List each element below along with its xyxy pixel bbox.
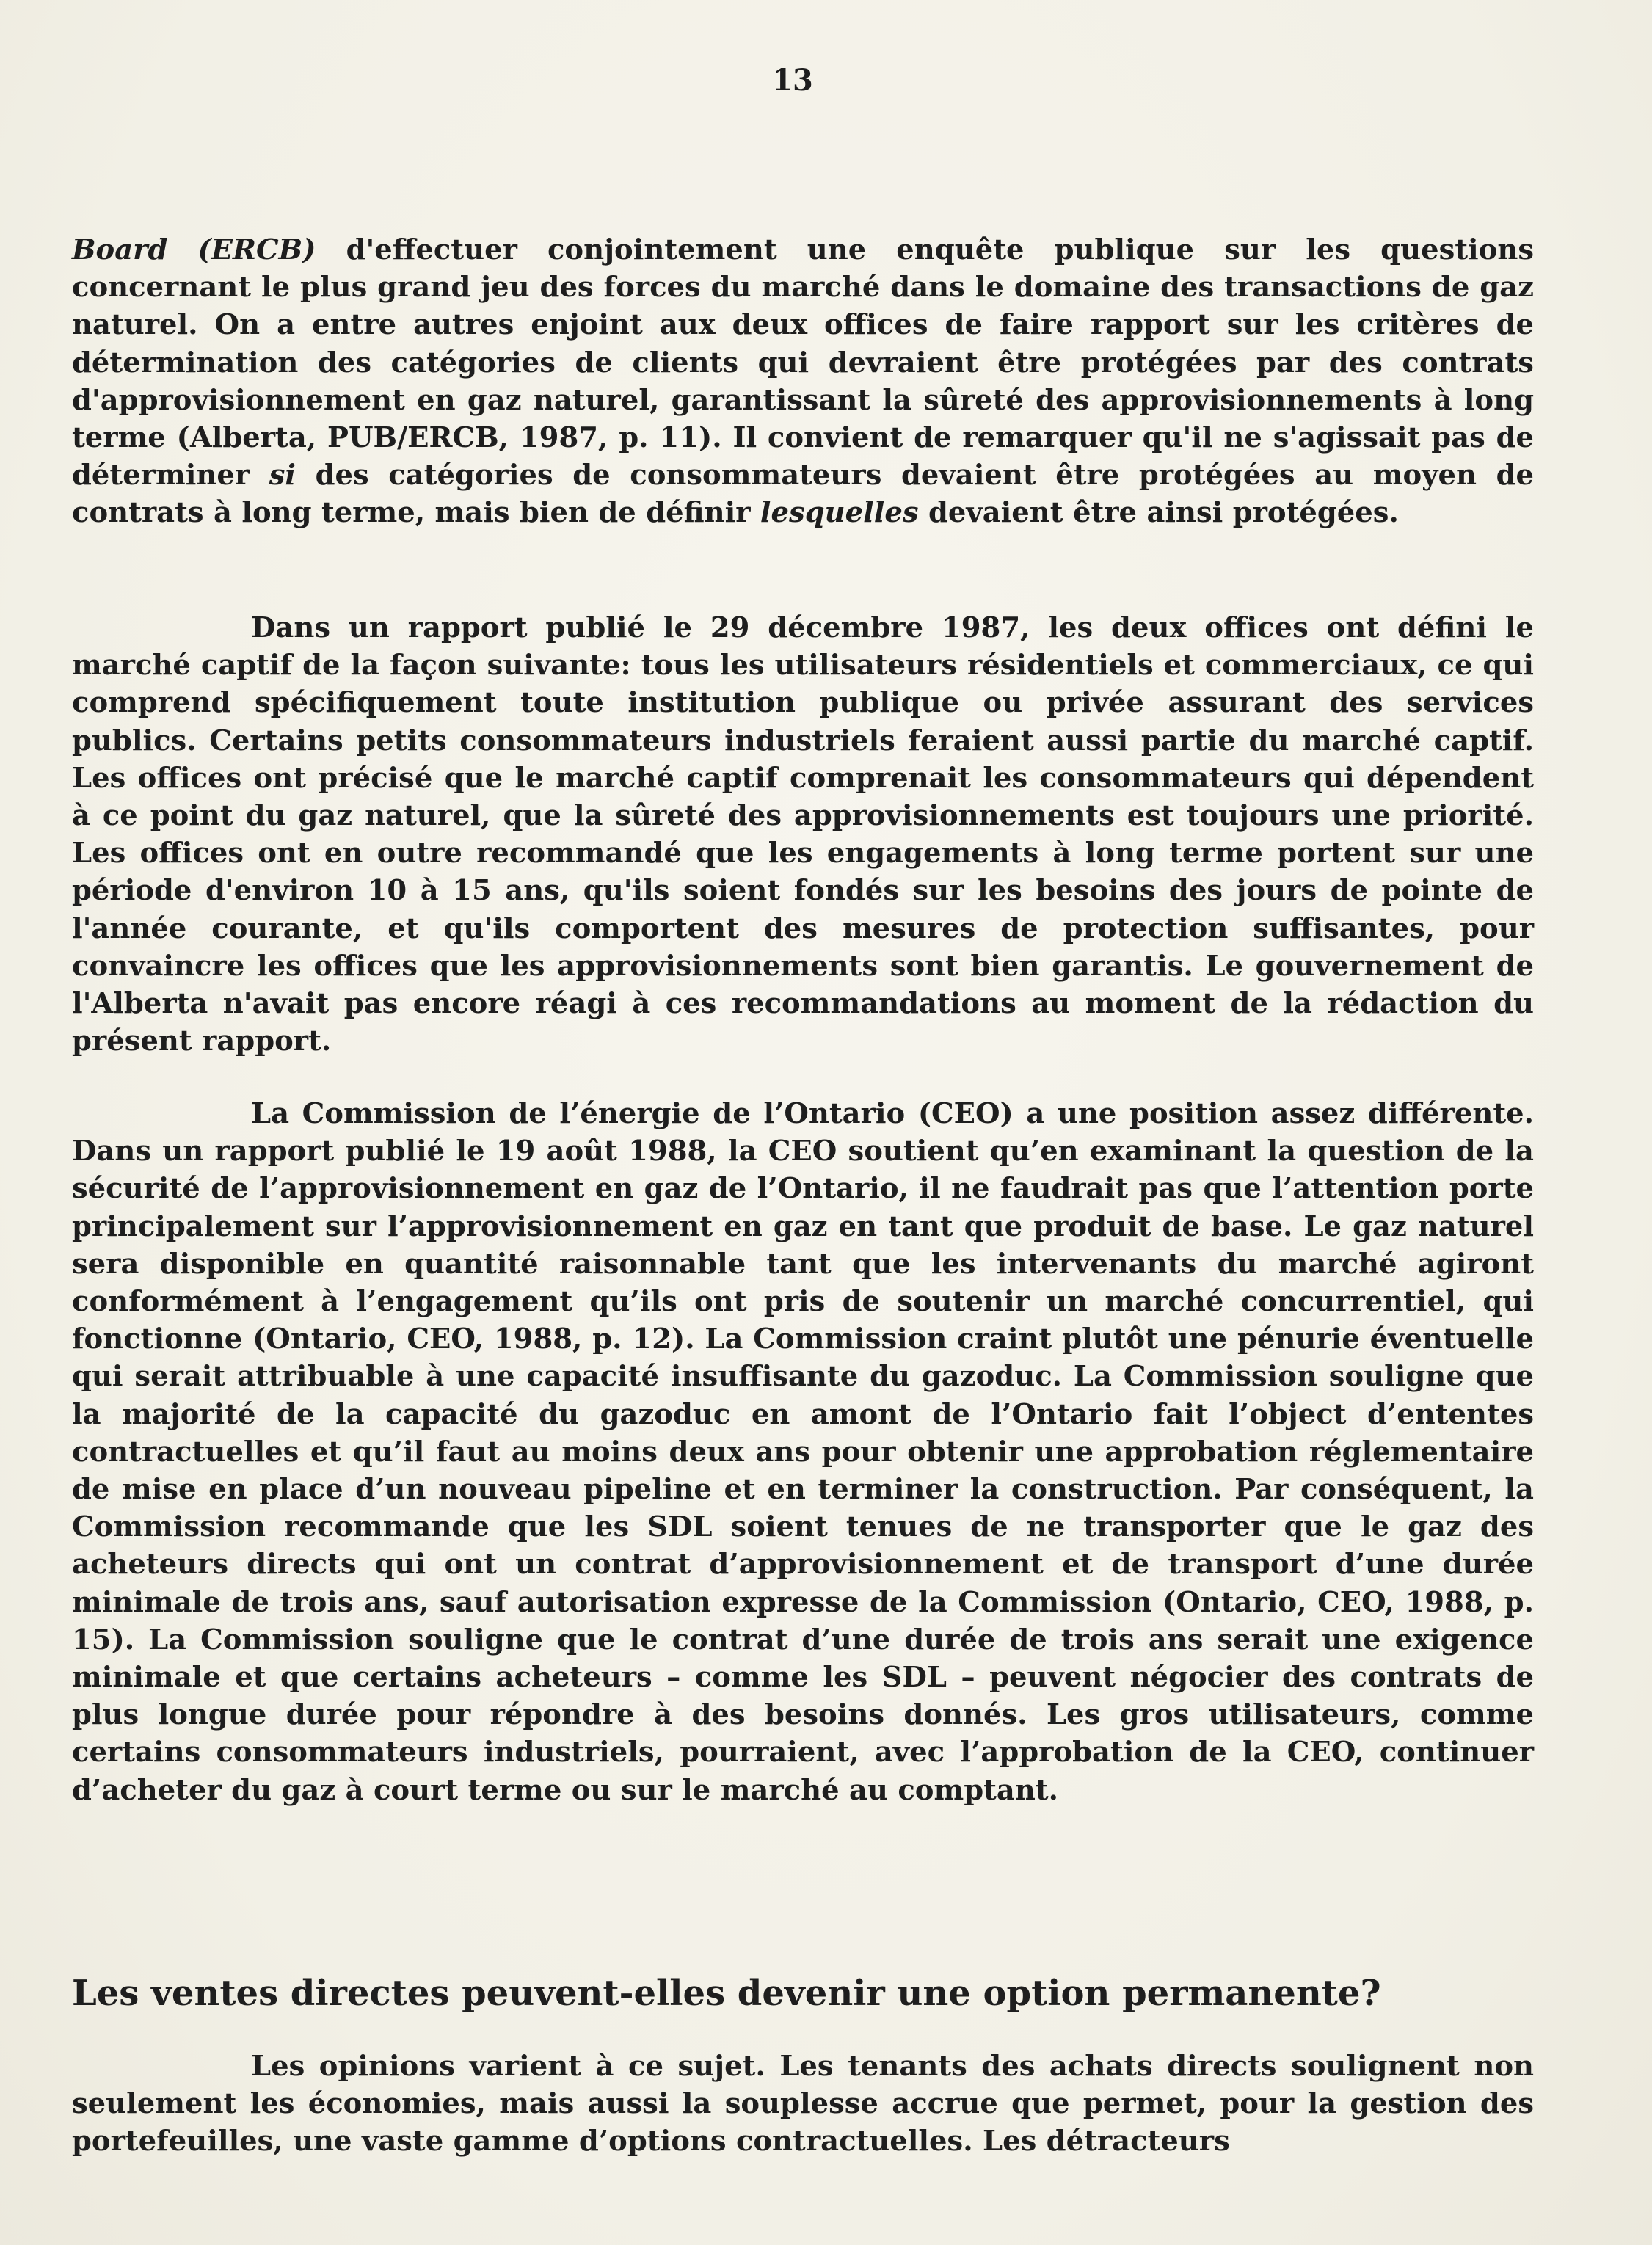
page-number: 13 <box>772 63 813 98</box>
paragraph-1-seg-4: lesquelles <box>760 496 919 530</box>
section-paragraph: Les opinions varient à ce sujet. Les tenants des achats directs soulignent non seulement les économies, mais aussi la souplesse accrue que permet, pour la gestion des portefeuilles, une vaste gamme d’options contractuelles. Les détracteurs <box>72 2050 1534 2158</box>
paragraph-1-seg-0: Board (ERCB) <box>72 233 316 266</box>
paragraph-3: La Commission de l’énergie de l’Ontario (CEO) a une position assez différente. Dans un rapport publié le 19 août 1988, la CEO soutient qu’en examinant la question de la sécurité de l’approvisionnement en gaz de l’Ontario, il ne faudrait pas que l’attention porte principalement sur l’approvisionnement en gaz en tant que produit de base. Le gaz naturel sera disponible en quantité raisonnable tant que les intervenants du marché agiront conformément à l’engagement qu’ils ont pris de soutenir un marché concurrentiel, qui fonctionne (Ontario, CEO, 1988, p. 12). La Commission craint plutôt une pénurie éventuelle qui serait attribuable à une capacité insuffisante du gazoduc. La Commission souligne que la majorité de la capacité du gazoduc en amont de l’Ontario fait l’object d’ententes contractuelles et qu’il faut au moins deux ans pour obtenir une approbation réglementaire de mise en place d’un nouveau pipeline et en terminer la construction. Par conséquent, la Commission recommande que les SDL soient tenues de ne transporter que le gaz des acheteurs directs qui ont un contrat d’approvisionnement et de transport d’une durée minimale de trois ans, sauf autorisation expresse de la Commission (Ontario, CEO, 1988, p. 15). La Commission souligne que le contrat d’une durée de trois ans serait une exigence minimale et que certains acheteurs – comme les SDL – peuvent négocier des contrats de plus longue durée pour répondre à des besoins donnés. Les gros utilisateurs, comme certains consommateurs industriels, pourraient, avec l’approbation de la CEO, continuer d’acheter du gaz à court terme ou sur le marché au comptant. <box>72 1097 1534 1807</box>
paragraph-1-seg-1: d'effectuer conjointement une enquête publique sur les questions concernant le plus grand jeu des forces du marché dans le domaine des transactions de gaz naturel. On a entre autres enjoint aux deux offices de faire rapport sur les critères de détermination des catégories de clients qui devraient être protégées par des contrats d'approvisionnement en gaz naturel, garantissant la sûreté des approvisionnements à long terme (Alberta, PUB/ERCB, 1987, p. 11). Il convient de remarquer qu'il ne s'agissait pas de déterminer <box>72 233 1534 492</box>
section-heading: Les ventes directes peuvent-elles devenir une option permanente? <box>72 1973 1381 2014</box>
paragraph-1-seg-2: si <box>269 459 296 492</box>
paragraph-1-seg-5: devaient être ainsi protégées. <box>918 496 1399 530</box>
paragraph-2: Dans un rapport publié le 29 décembre 1987, les deux offices ont défini le marché captif de la façon suivante: tous les utilisateurs résidentiels et commerciaux, ce qui comprend spécifiquement toute institution publique ou privée assurant des services publics. Certains petits consommateurs industriels feraient aussi partie du marché captif. Les offices ont précisé que le marché captif comprenait les consommateurs qui dépendent à ce point du gaz naturel, que la sûreté des approvisionnements est toujours une priorité. Les offices ont en outre recommandé que les engagements à long terme portent sur une période d'environ 10 à 15 ans, qu'ils soient fondés sur les besoins des jours de pointe de l'année courante, et qu'ils comportent des mesures de protection suffisantes, pour convaincre les offices que les approvisionnements sont bien garantis. Le gouvernement de l'Alberta n'avait pas encore réagi à ces recommandations au moment de la rédaction du présent rapport. <box>72 611 1534 1058</box>
paragraph-1-seg-3: des catégories de consommateurs devaient être protégées au moyen de contrats à long terme, mais bien de définir <box>72 459 1535 530</box>
paragraph-1 <box>72 231 1534 532</box>
